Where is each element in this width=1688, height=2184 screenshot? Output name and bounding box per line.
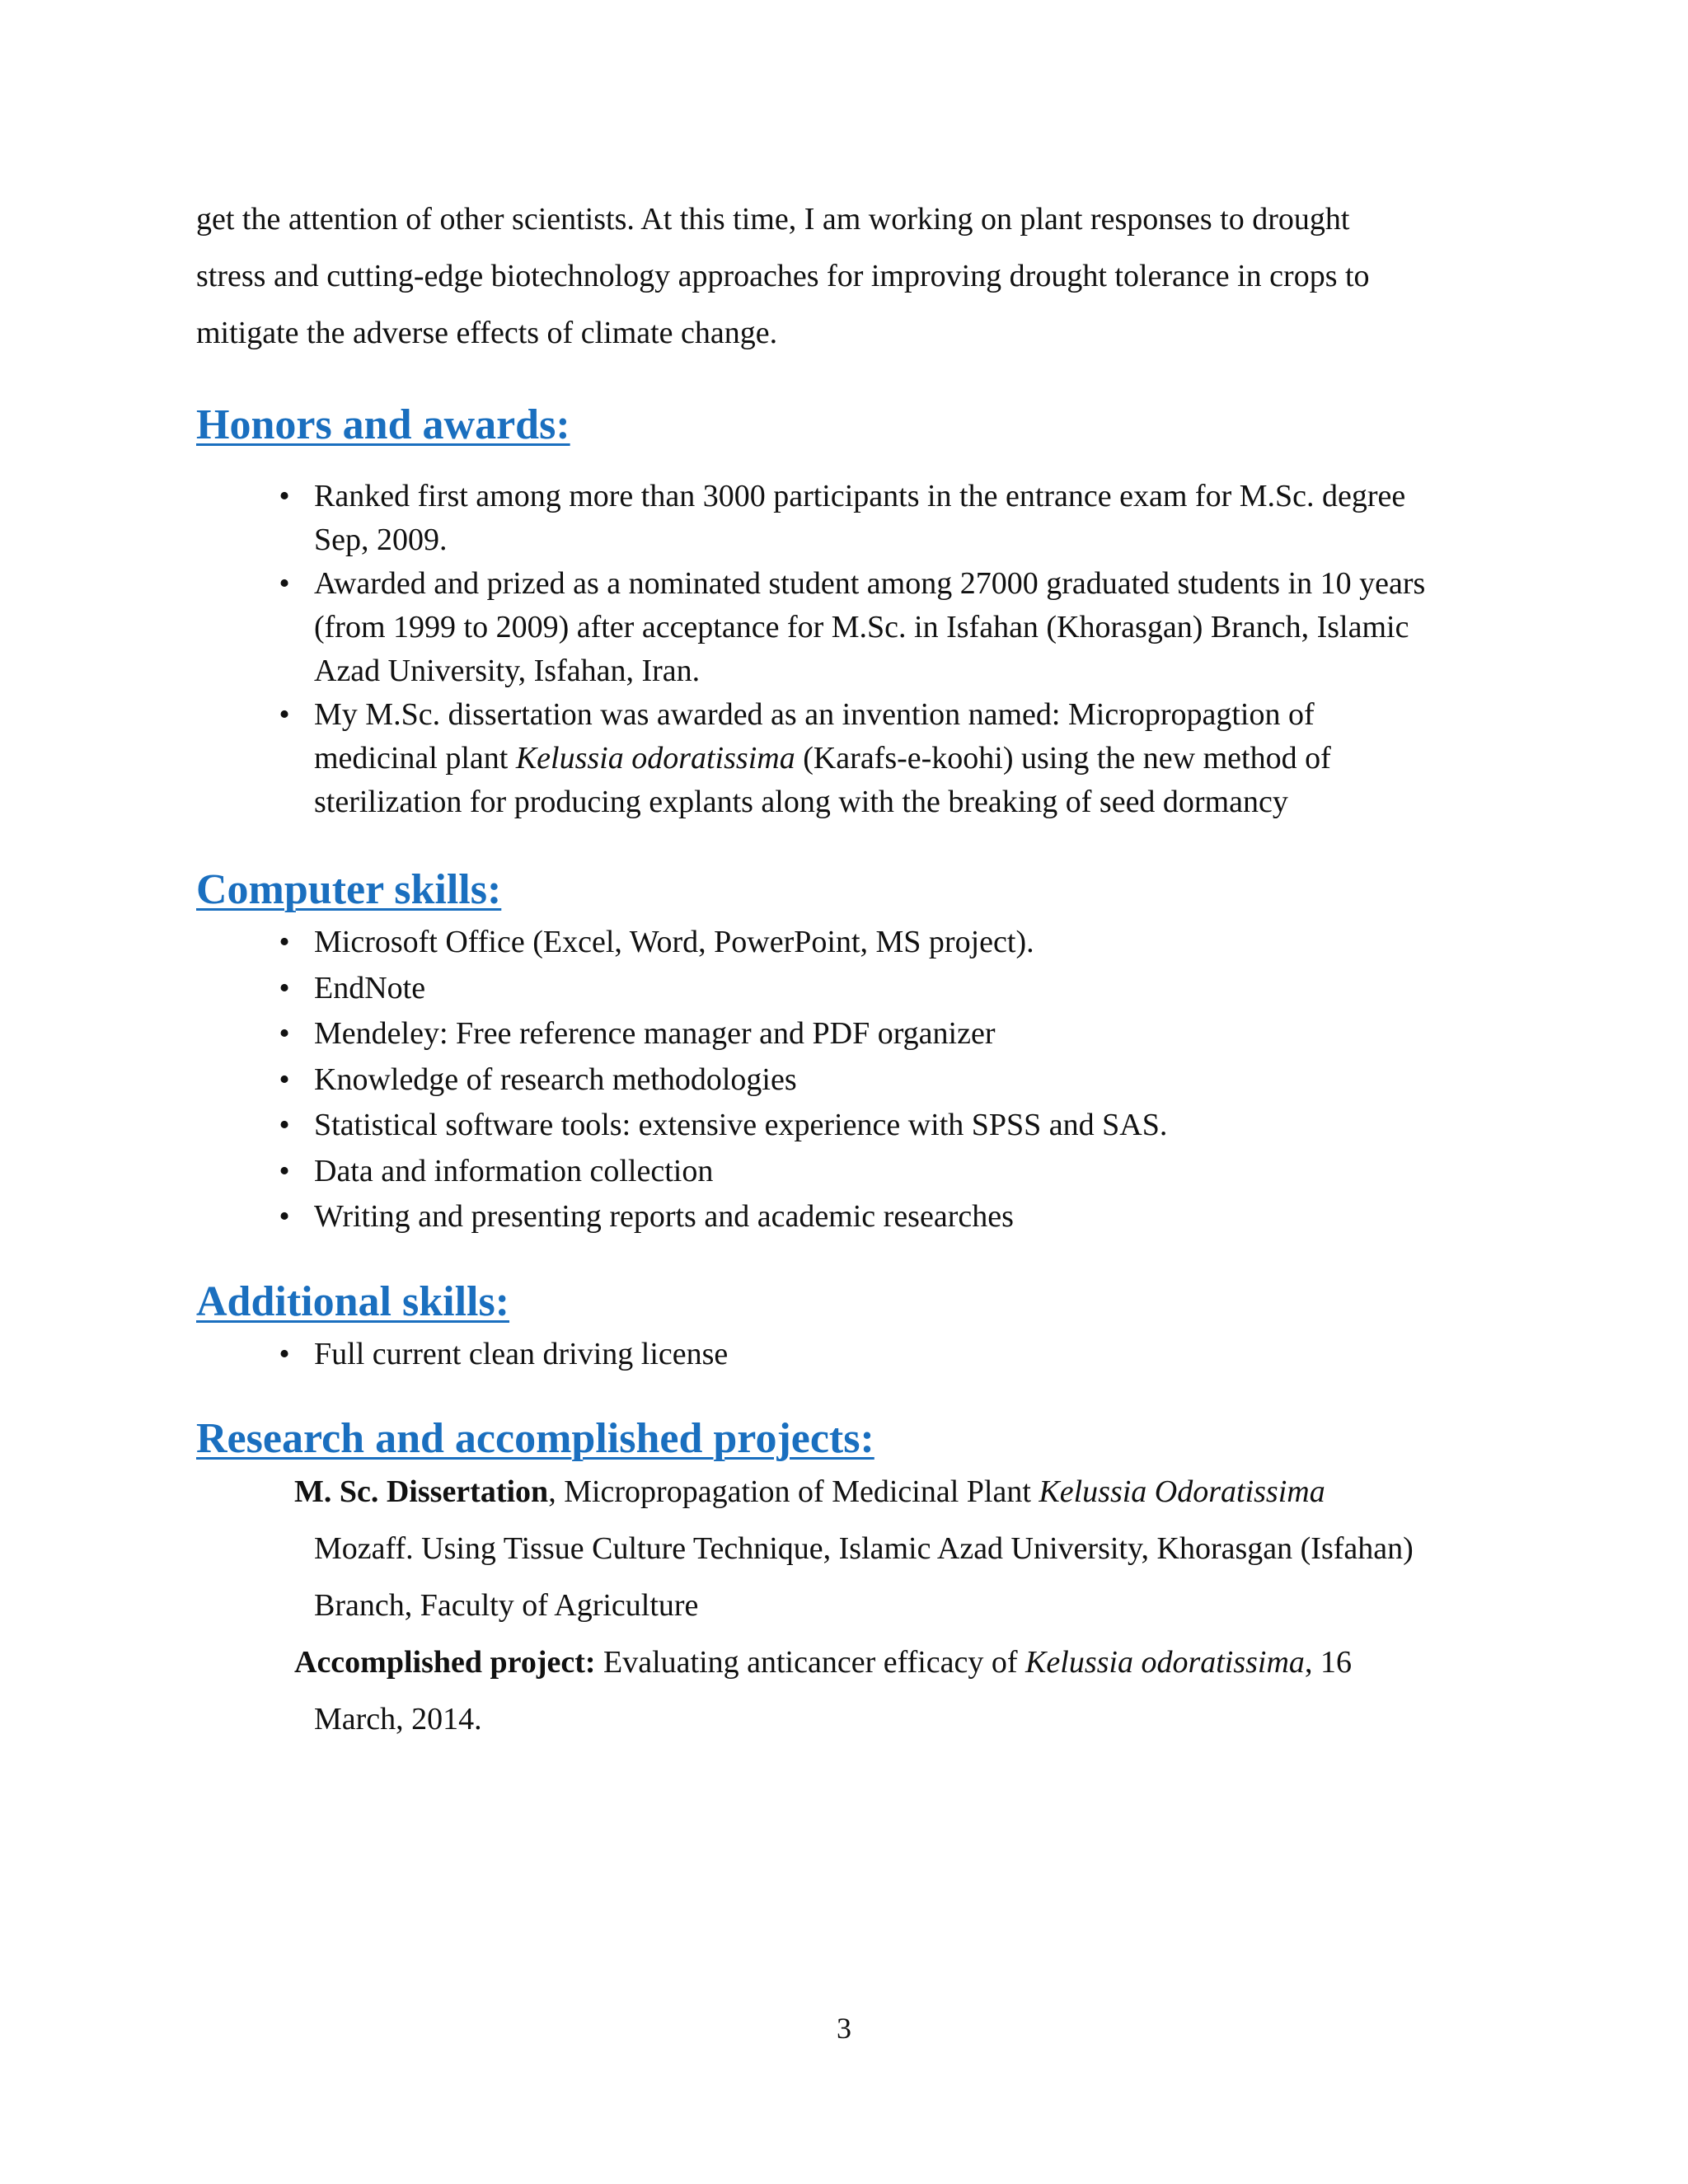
computer-skills-list xyxy=(196,920,1515,1240)
project-text: Evaluating anticancer efficacy of xyxy=(595,1645,1026,1680)
honors-heading: Honors and awards: xyxy=(196,401,570,448)
intro-line: mitigate the adverse effects of climate change. xyxy=(196,316,778,350)
dissertation-text: Micropropagation of Medicinal Plant xyxy=(556,1474,1039,1509)
bullet-icon: • xyxy=(279,970,290,1005)
species-name: Kelussia odoratissima xyxy=(1025,1645,1305,1680)
computer-skills-heading: Computer skills: xyxy=(196,866,502,913)
list-item xyxy=(196,1149,1515,1195)
honors-list xyxy=(196,475,1515,824)
list-item-text: EndNote xyxy=(314,970,426,1005)
list-item-text: Writing and presenting reports and academic researches xyxy=(314,1199,1014,1234)
list-item-text: Knowledge of research methodologies xyxy=(314,1062,797,1097)
list-item-line: Azad University, Isfahan, Iran. xyxy=(314,654,701,688)
list-item-line: Ranked first among more than 3000 participants in the entrance exam for M.Sc. degree xyxy=(314,479,1406,513)
research-entries xyxy=(196,1464,1515,1748)
list-item-text: Statistical software tools: extensive experience with SPSS and SAS. xyxy=(314,1108,1168,1142)
list-item-line: Sep, 2009. xyxy=(314,523,448,557)
list-item xyxy=(196,1194,1515,1240)
list-item xyxy=(196,920,1515,966)
list-item xyxy=(196,475,1515,562)
list-item xyxy=(196,1011,1515,1057)
additional-skills-heading: Additional skills: xyxy=(196,1278,510,1325)
project-text: March, 2014. xyxy=(314,1702,482,1736)
project-text: , 16 xyxy=(1304,1645,1352,1680)
dissertation-text: Mozaff. Using Tissue Culture Technique, Islamic Azad University, Khorasgan (Isfahan) xyxy=(314,1531,1414,1566)
bullet-icon: • xyxy=(279,1062,290,1097)
list-item-line: Awarded and prized as a nominated student among 27000 graduated students in 10 years xyxy=(314,566,1426,601)
list-item-line: medicinal plant xyxy=(314,741,516,776)
list-item xyxy=(196,562,1515,693)
page-number: 3 xyxy=(837,2012,851,2045)
list-item-text: Microsoft Office (Excel, Word, PowerPoint, MS project). xyxy=(314,925,1034,959)
list-item-line: My M.Sc. dissertation was awarded as an invention named: Micropropagtion of xyxy=(314,697,1315,732)
dissertation-text: Branch, Faculty of Agriculture xyxy=(314,1588,699,1623)
project-label: Accomplished project: xyxy=(294,1645,596,1680)
research-heading: Research and accomplished projects: xyxy=(196,1415,874,1462)
dissertation-label: M. Sc. Dissertation xyxy=(294,1474,549,1509)
list-item xyxy=(196,1103,1515,1149)
bullet-icon: • xyxy=(279,697,290,732)
bullet-icon: • xyxy=(279,479,290,513)
bullet-icon: • xyxy=(279,566,290,601)
bullet-icon: • xyxy=(279,1108,290,1142)
list-item xyxy=(196,1332,1515,1378)
list-item-line: sterilization for producing explants along with the breaking of seed dormancy xyxy=(314,785,1288,819)
list-item-text: Data and information collection xyxy=(314,1153,714,1188)
species-name: Kelussia odoratissima xyxy=(515,741,795,776)
bullet-icon: • xyxy=(279,1337,290,1371)
project-entry xyxy=(196,1634,1515,1748)
list-item xyxy=(196,966,1515,1012)
intro-paragraph xyxy=(196,191,1515,362)
list-item xyxy=(196,693,1515,824)
intro-line: get the attention of other scientists. At this time, I am working on plant responses to drought xyxy=(196,202,1350,237)
species-name: Kelussia Odoratissima xyxy=(1039,1474,1325,1509)
list-item-line: (Karafs-e-koohi) using the new method of xyxy=(795,741,1331,776)
list-item-text: Full current clean driving license xyxy=(314,1337,729,1371)
dissertation-entry xyxy=(196,1464,1515,1634)
list-item-text: Mendeley: Free reference manager and PDF organizer xyxy=(314,1016,996,1051)
list-item-line: (from 1999 to 2009) after acceptance for M.Sc. in Isfahan (Khorasgan) Branch, Islamic xyxy=(314,610,1409,644)
bullet-icon: • xyxy=(279,1153,290,1188)
additional-skills-list xyxy=(196,1332,1515,1378)
bullet-icon: • xyxy=(279,1016,290,1051)
list-item xyxy=(196,1057,1515,1104)
bullet-icon: • xyxy=(279,925,290,959)
intro-line: stress and cutting-edge biotechnology approaches for improving drought tolerance in crops to xyxy=(196,259,1370,293)
punctuation: , xyxy=(548,1474,556,1509)
bullet-icon: • xyxy=(279,1199,290,1234)
